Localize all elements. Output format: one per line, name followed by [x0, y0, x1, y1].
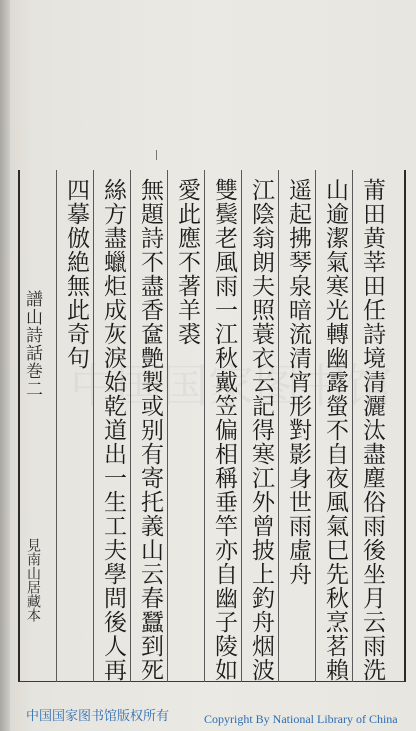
column-text: 莆田黄莘田: [359, 178, 385, 298]
watermark: 中国国家图书馆: [70, 359, 392, 413]
text-column-7: 無題詩不盡香奩艶製或别有寄托義山云春蠶到死: [137, 178, 163, 682]
column-rule: [352, 170, 353, 682]
text-column-8: 絲方盡蠟炬成灰淚始乾道出一生工夫學問後人再: [100, 178, 126, 682]
column-text-rest: 詩境清灑汰盡塵俗雨後坐月云雨洗: [359, 322, 385, 682]
text-column-2: 山逾潔氣寒光轉幽露螢不自夜風氣巳先秋烹茗賴: [322, 178, 348, 682]
column-note: 照: [248, 298, 274, 322]
text-column-6: 愛此應不著羊裘: [174, 178, 200, 346]
column-note: 任: [359, 298, 385, 322]
column-rule: [241, 170, 242, 682]
column-rule: [93, 170, 94, 682]
text-column-1: [358, 178, 386, 682]
column-rule: [167, 170, 168, 682]
text-column-9: 四摹倣絶無此奇句: [63, 178, 89, 370]
copyright-chinese: 中国国家图书馆版权所有: [26, 709, 170, 724]
copyright-english: Copyright By National Library of China: [204, 712, 398, 726]
book-spine: [0, 0, 10, 731]
column-rule: [315, 170, 316, 682]
colophon: 見南山居藏本: [25, 538, 41, 622]
text-column-5: 雙鬓老風雨一江秋戴笠偏相稱垂竿亦自幽子陵如: [211, 178, 237, 682]
column-rule: [204, 170, 205, 682]
column-text-rest: 蓑衣云記得寒江外曾披上釣舟烟波: [248, 322, 274, 682]
text-column-3: 遥起拂琴泉暗流清宵形對影身世雨虛舟: [285, 178, 311, 586]
column-rule: [130, 170, 131, 682]
column-text: 江陰翁朗夫: [248, 178, 274, 298]
column-rule: [278, 170, 279, 682]
column-rule: [56, 170, 57, 682]
text-column-4: [247, 178, 275, 682]
page-mark: [156, 150, 157, 160]
center-column-title: 譜山詩話巻二: [22, 290, 42, 398]
